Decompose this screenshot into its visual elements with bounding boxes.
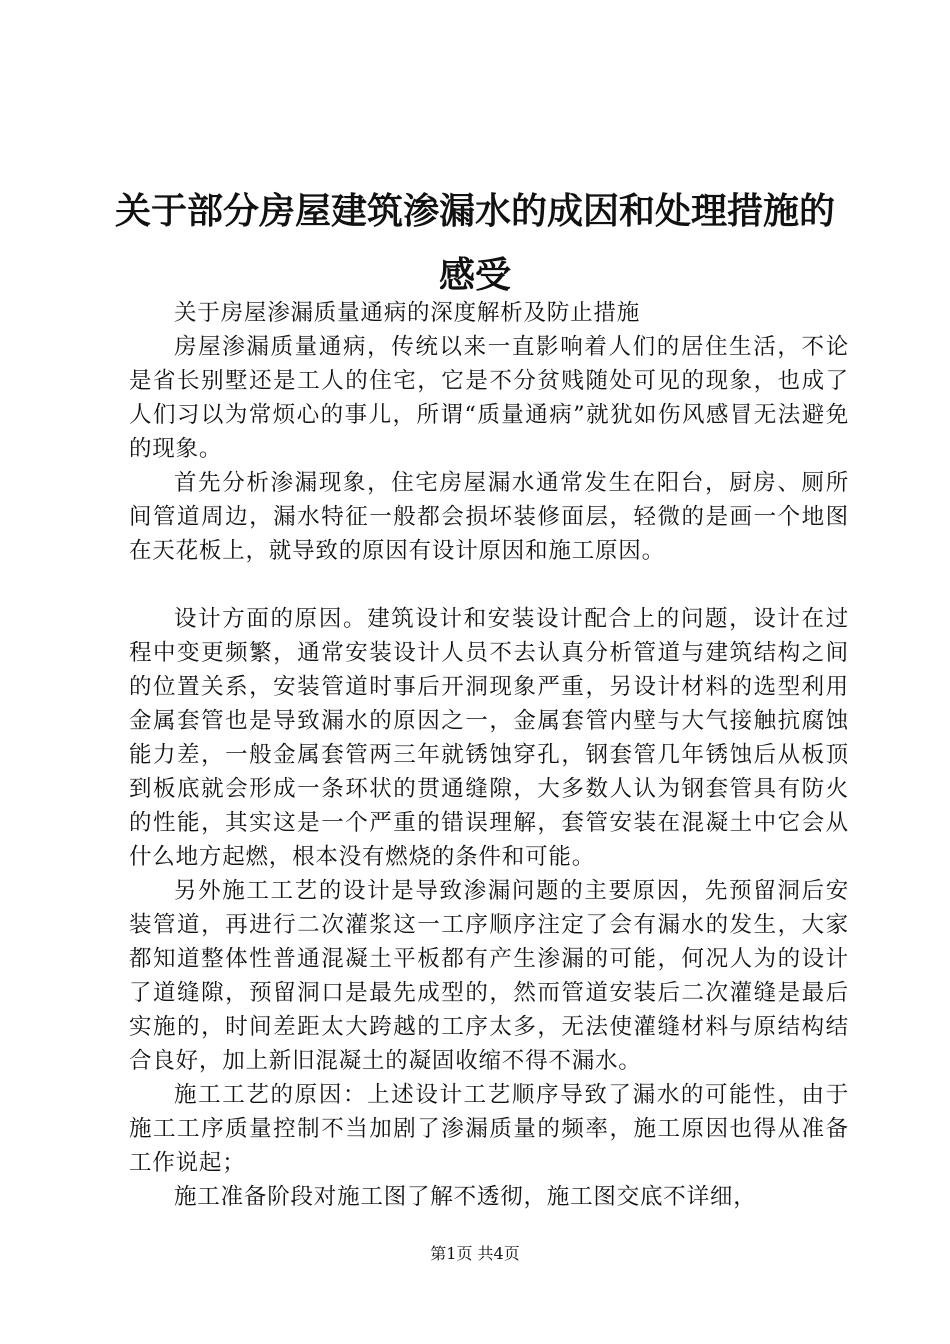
page-number-footer: 第1页 共4页 [430,1244,520,1263]
body-paragraph: 另外施工工艺的设计是导致渗漏问题的主要原因，先预留洞后安装管道，再进行二次灌浆这一工序顺序注定了会有漏水的发生，大家都知道整体性普通混凝土平板都有产生渗漏的可能，何况人为的设计了道缝隙，预留洞口是最先成型的，然而管道安装后二次灌缝是最后实施的，时间差距太大跨越的工序太多，无法使灌缝材料与原结构结合良好，加上新旧混凝土的凝固收缩不得不漏水。 [129,878,849,1074]
subtitle-paragraph: 关于房屋渗漏质量通病的深度解析及防止措施 [174,300,641,326]
body-paragraph: 施工准备阶段对施工图了解不透彻，施工图交底不详细， [174,1184,757,1210]
body-paragraph: 施工工艺的原因：上述设计工艺顺序导致了漏水的可能性，由于施工工序质量控制不当加剧了渗漏质量的频率，施工原因也得从准备工作说起； [129,1082,849,1176]
body-paragraph: 设计方面的原因。建筑设计和安装设计配合上的问题，设计在过程中变更频繁，通常安装设计人员不去认真分析管道与建筑结构之间的位置关系，安装管道时事后开洞现象严重，另设计材料的选型利用金属套管也是导致漏水的原因之一，金属套管内壁与大气接触抗腐蚀能力差，一般金属套管两三年就锈蚀穿孔，钢套管几年锈蚀后从板顶到板底就会形成一条环状的贯通缝隙，大多数人认为钢套管具有防火的性能，其实这是一个严重的错误理解，套管安装在混凝土中它会从什么地方起燃，根本没有燃烧的条件和可能。 [129,606,849,870]
document-body [129,296,849,1214]
title-line-2: 感受 [438,255,511,296]
body-paragraph: 房屋渗漏质量通病，传统以来一直影响着人们的居住生活，不论是省长别墅还是工人的住宅，它是不分贫贱随处可见的现象，也成了人们习以为常烦心的事儿，所谓“质量通病”就犹如伤风感冒无法避免的现象。 [129,334,849,462]
title-line-1: 关于部分房屋建筑渗漏水的成因和处理措施的 [114,191,835,232]
body-paragraph: 首先分析渗漏现象，住宅房屋漏水通常发生在阳台，厨房、厕所间管道周边，漏水特征一般都会损坏装修面层，轻微的是画一个地图在天花板上，就导致的原因有设计原因和施工原因。 [129,470,849,564]
document-title [110,180,840,308]
